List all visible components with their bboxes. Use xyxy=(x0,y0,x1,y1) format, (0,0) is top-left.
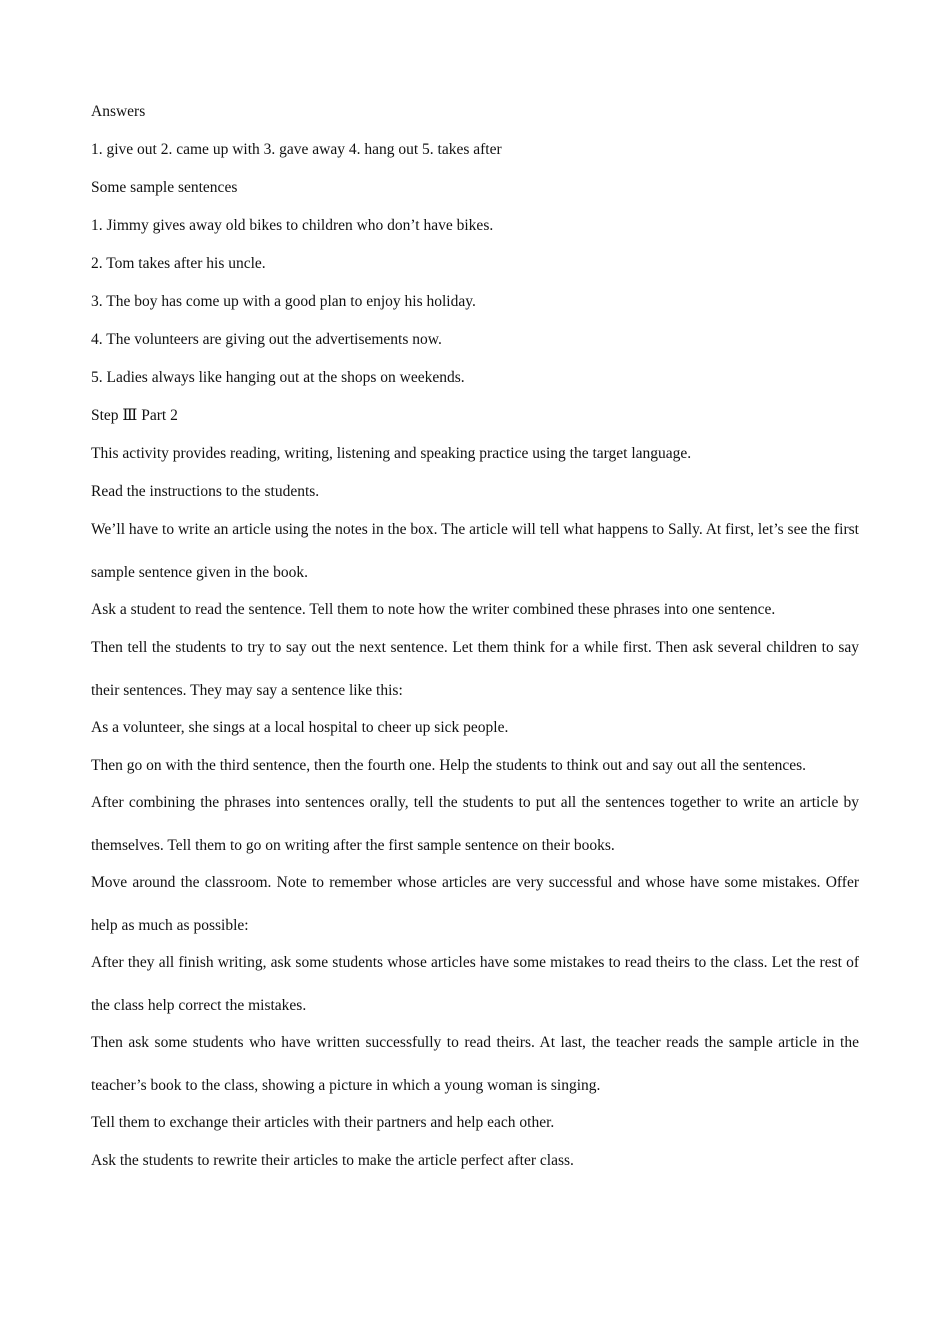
answer-key: 1. give out 2. came up with 3. gave away 4. hang out 5. takes after xyxy=(91,141,502,158)
sample-sentence-4: 4. The volunteers are giving out the advertisements now. xyxy=(91,331,442,348)
activity-description: This activity provides reading, writing, listening and speaking practice using the target language. xyxy=(91,445,692,462)
instruction-line: Read the instructions to the students. xyxy=(91,483,320,500)
paragraph-read-theirs: Then ask some students who have written successfully to read theirs. At last, the teacher reads the sample article in the teacher’s book to the class, showing a picture in which a young woman is singing. xyxy=(91,1034,859,1094)
sample-sentence-5: 5. Ladies always like hanging out at the shops on weekends. xyxy=(91,369,465,386)
paragraph-combining: After combining the phrases into sentences orally, tell the students to put all the sentences together to write an article by themselves. Tell them to go on writing after the first sample sentence on their books. xyxy=(91,794,859,854)
paragraph-finish-writing: After they all finish writing, ask some students whose articles have some mistakes to read theirs to the class. Let the rest of the class help correct the mistakes. xyxy=(91,954,859,1014)
heading-step-part-2: Step Ⅲ Part 2 xyxy=(91,407,178,424)
line-rewrite: Ask the students to rewrite their articles to make the article perfect after class. xyxy=(91,1152,574,1169)
paragraph-next-sentence: Then tell the students to try to say out the next sentence. Let them think for a while first. Then ask several children to say their sentences. They may say a sentence like this: xyxy=(91,639,859,699)
paragraph-write-article: We’ll have to write an article using the notes in the box. The article will tell what happens to Sally. At first, let’s see the first sample sentence given in the book. xyxy=(91,521,859,581)
line-volunteer-example: As a volunteer, she sings at a local hospital to cheer up sick people. xyxy=(91,719,509,736)
sample-sentence-2: 2. Tom takes after his uncle. xyxy=(91,255,266,272)
line-exchange: Tell them to exchange their articles with their partners and help each other. xyxy=(91,1114,555,1131)
sample-sentence-1: 1. Jimmy gives away old bikes to children who don’t have bikes. xyxy=(91,217,494,234)
sample-sentence-3: 3. The boy has come up with a good plan to enjoy his holiday. xyxy=(91,293,476,310)
paragraph-move-around: Move around the classroom. Note to remember whose articles are very successful and whose have some mistakes. Offer help as much as possible: xyxy=(91,874,859,934)
paragraph-third-sentence: Then go on with the third sentence, then the fourth one. Help the students to think out and say out all the sentences. xyxy=(91,757,806,774)
line-ask-student: Ask a student to read the sentence. Tell them to note how the writer combined these phrases into one sentence. xyxy=(91,601,776,618)
document-page xyxy=(91,101,859,1188)
heading-sample-sentences: Some sample sentences xyxy=(91,179,238,196)
heading-answers: Answers xyxy=(91,103,146,120)
